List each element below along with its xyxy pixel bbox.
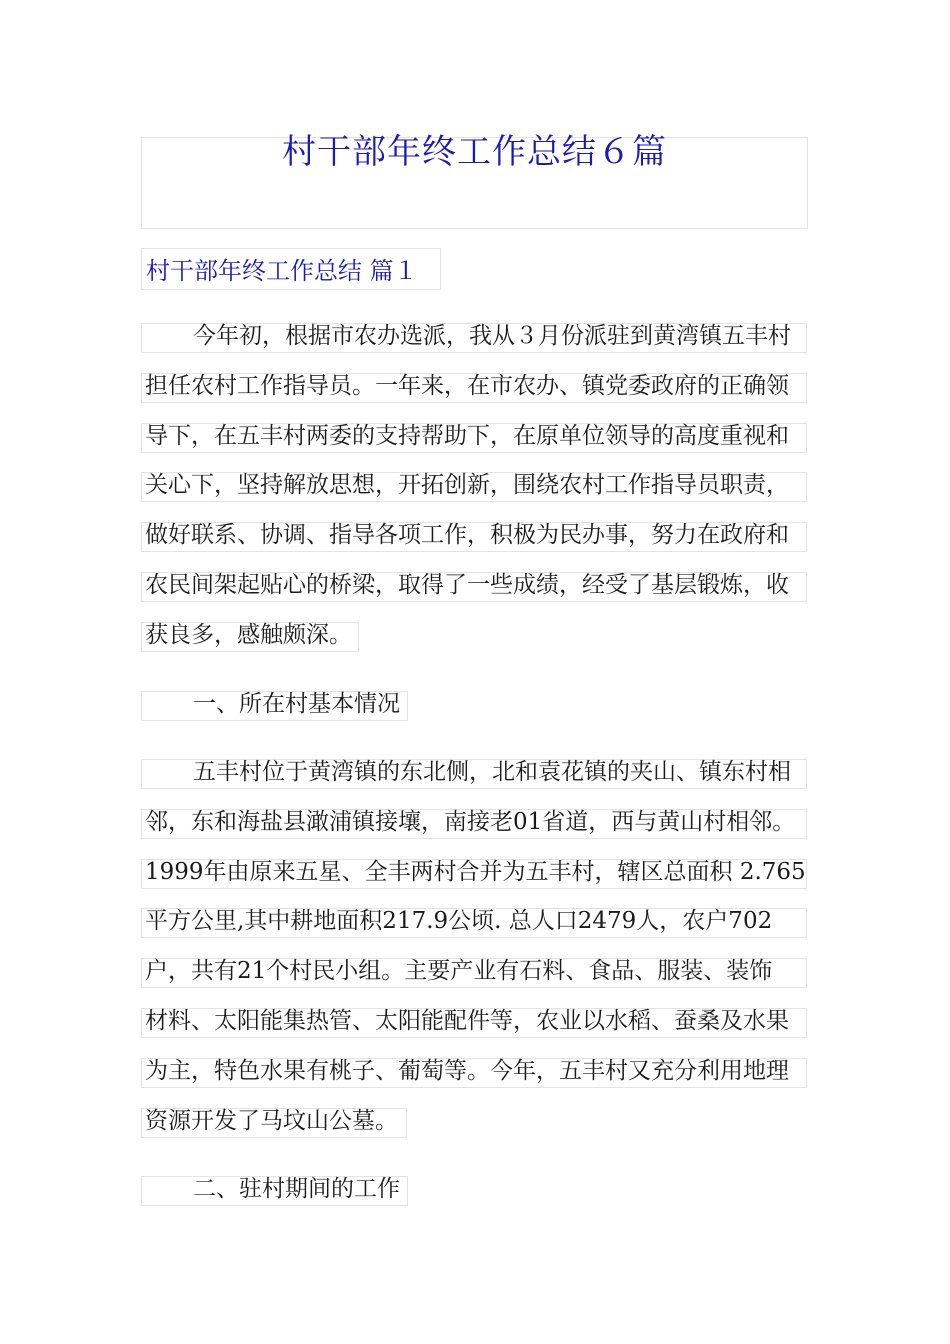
section-heading: 一、所在村基本情况 [193, 691, 400, 717]
section-heading: 二、驻村期间的工作 [193, 1176, 400, 1202]
paragraph-line: 关心下，坚持解放思想，开拓创新，围绕农村工作指导员职责， [145, 472, 789, 498]
paragraph-line: 农民间架起贴心的桥梁，取得了一些成绩，经受了基层锻炼，收 [145, 572, 789, 598]
paragraph-line: 邻，东和海盐县澉浦镇接壤，南接老01省道，西与黄山村相邻。 [145, 809, 796, 835]
paragraph-line: 今年初，根据市农办选派，我从３月份派驻到黄湾镇五丰村 [193, 323, 791, 349]
paragraph-line: 做好联系、协调、指导各项工作，积极为民办事，努力在政府和 [145, 522, 789, 548]
document-title: 村干部年终工作总结６篇 [282, 132, 667, 172]
paragraph-line: 担任农村工作指导员。一年来，在市农办、镇党委政府的正确领 [145, 373, 789, 399]
paragraph-line: 为主，特色水果有桃子、葡萄等。今年，五丰村又充分利用地理 [145, 1058, 789, 1084]
paragraph-line: 资源开发了马坟山公墓。 [145, 1108, 398, 1134]
paragraph-line: 平方公里,其中耕地面积217.9公顷. 总人口2479人，农户702 [145, 908, 773, 934]
paragraph-line: 获良多，感触颇深。 [145, 622, 352, 648]
paragraph-line: 户，共有21个村民小组。主要产业有石料、食品、服装、装饰 [145, 958, 773, 984]
paragraph-line: 1999年由原来五星、全丰两村合并为五丰村，辖区总面积 2.765 [145, 859, 806, 885]
section-title: 村干部年终工作总结 篇１ [146, 257, 418, 285]
paragraph-line: 五丰村位于黄湾镇的东北侧，北和袁花镇的夹山、镇东村相 [193, 759, 791, 785]
paragraph-line: 材料、太阳能集热管、太阳能配件等，农业以水稻、蚕桑及水果 [145, 1008, 789, 1034]
paragraph-line: 导下，在五丰村两委的支持帮助下，在原单位领导的高度重视和 [145, 423, 789, 449]
